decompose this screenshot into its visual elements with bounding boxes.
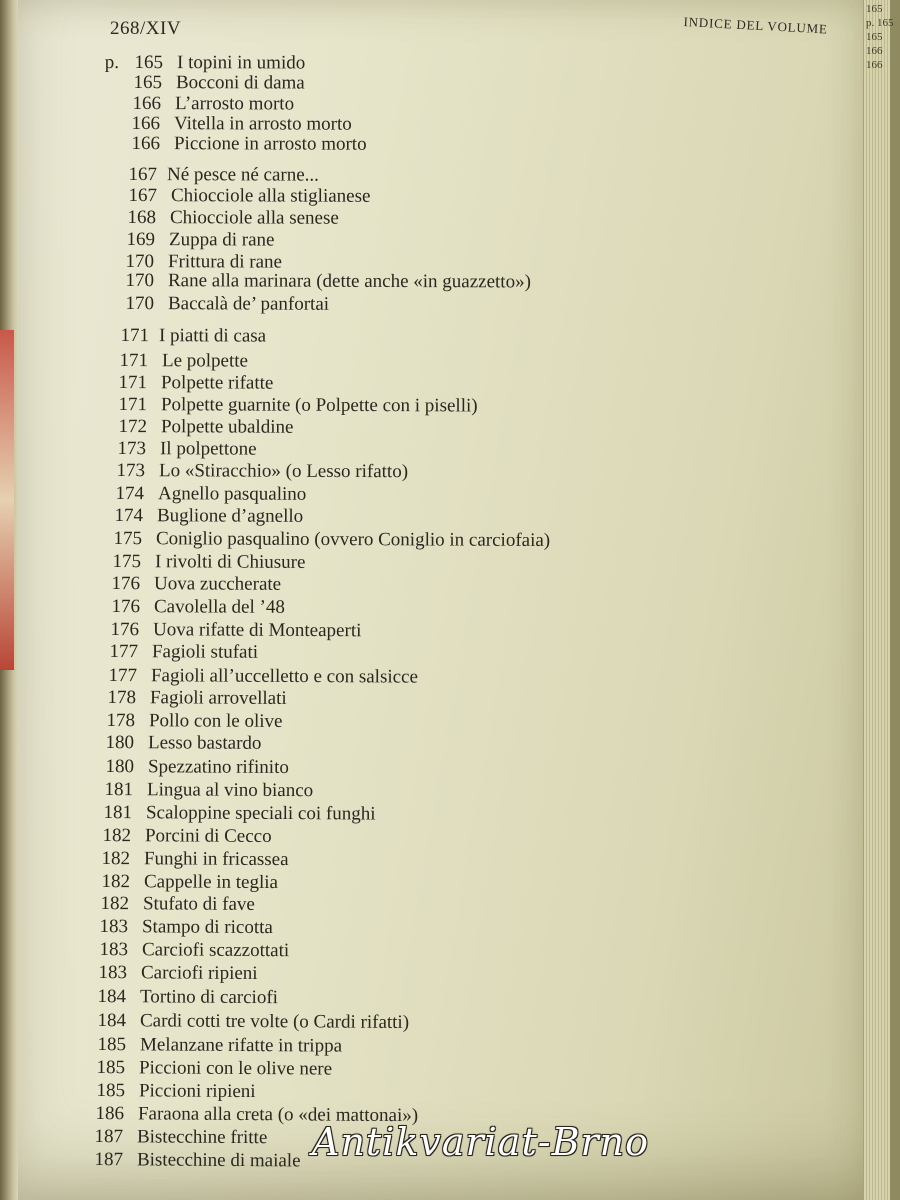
toc-title: Polpette guarnite (o Polpette con i piselli) — [160, 394, 478, 417]
toc-entry — [101, 665, 418, 689]
page-number-header: 268/XIV — [110, 18, 182, 39]
toc-title: Chiocciole alla senese — [169, 207, 339, 229]
toc-page-number: 177 — [108, 665, 138, 687]
toc-entry — [94, 848, 289, 871]
toc-page-number: 171 — [120, 325, 150, 347]
toc-entry — [97, 779, 313, 802]
toc-page-number: 170 — [125, 251, 155, 273]
toc-title: Fagioli arrovellati — [149, 687, 287, 709]
toc-title: Scaloppine speciali coi funghi — [145, 802, 376, 825]
toc-title: Lingua al vino bianco — [146, 779, 314, 802]
toc-entry — [90, 1010, 409, 1034]
toc-title: I rivolti di Chiusure — [154, 551, 306, 573]
toc-page-number: 183 — [98, 962, 128, 984]
toc-page-number: 170 — [125, 293, 155, 315]
toc-entry — [98, 756, 289, 779]
toc-page-number: 182 — [100, 893, 130, 915]
toc-page-number: 178 — [107, 687, 137, 709]
toc-page-number: 174 — [115, 483, 145, 505]
toc-page-number: 182 — [101, 848, 131, 870]
toc-page-number: 176 — [110, 619, 140, 641]
toc-page-number: 178 — [106, 710, 136, 732]
toc-title: Lo «Stiracchio» (o Lesso rifatto) — [158, 460, 409, 483]
toc-entry — [108, 483, 306, 506]
toc-title: Tortino di carciofi — [139, 986, 279, 1009]
toc-page-number: 180 — [105, 732, 135, 754]
edge-mark: p. 165 — [866, 17, 894, 29]
toc-page-number: 184 — [97, 986, 127, 1008]
toc-entry — [89, 1080, 256, 1103]
toc-entry — [124, 133, 367, 156]
toc-entry — [87, 1149, 301, 1172]
toc-title: I topini in umido — [176, 52, 306, 74]
toc-entry — [104, 573, 281, 596]
toc-entry — [87, 1126, 267, 1149]
toc-page-number: 173 — [116, 460, 146, 482]
toc-entry — [120, 207, 339, 230]
toc-title: Pollo con le olive — [148, 710, 283, 732]
toc-entry — [105, 551, 306, 574]
toc-entry — [121, 185, 371, 208]
toc-title: Piccioni ripieni — [138, 1080, 256, 1103]
toc-title: Cardi cotti tre volte (o Cardi rifatti) — [139, 1010, 410, 1034]
toc-entry — [119, 229, 275, 252]
toc-page-number: 186 — [95, 1103, 125, 1125]
toc-section-heading — [121, 164, 319, 187]
toc-entry — [96, 802, 376, 826]
toc-page-number: 165 — [134, 52, 164, 74]
toc-entry — [93, 893, 255, 916]
toc-page-number: 176 — [111, 573, 141, 595]
toc-page-number: 175 — [113, 528, 143, 550]
toc-title: Zuppa di rane — [168, 229, 275, 251]
toc-title: Fagioli all’uccelletto e con salsicce — [150, 665, 419, 688]
toc-page-number: 174 — [114, 505, 144, 527]
toc-page-number: 182 — [102, 825, 132, 847]
toc-title: Cappelle in teglia — [143, 871, 279, 894]
toc-entry — [110, 438, 257, 461]
toc-title: Stampo di ricotta — [141, 916, 273, 939]
toc-page-number: 187 — [94, 1126, 124, 1148]
toc-entry — [94, 871, 278, 894]
toc-title: Frittura di rane — [167, 251, 283, 273]
toc-entry — [95, 825, 272, 848]
edge-mark: 165 — [866, 3, 883, 15]
toc-title: Coniglio pasqualino (ovvero Coniglio in carciofaia) — [155, 528, 551, 551]
toc-entry — [118, 293, 329, 316]
toc-page-number: 172 — [118, 416, 148, 438]
toc-title: Faraona alla creta (o «dei mattonai») — [137, 1103, 419, 1127]
toc-title: Buglione d’agnello — [156, 505, 304, 527]
toc-entry — [98, 732, 262, 755]
toc-page-number: 166 — [131, 133, 161, 155]
toc-page-number: 166 — [131, 113, 161, 135]
toc-entry — [111, 394, 478, 417]
toc-title: Lesso bastardo — [147, 732, 262, 754]
toc-page-number: 182 — [101, 871, 131, 893]
toc-page-number: 171 — [118, 372, 148, 394]
toc-page-number: 166 — [132, 93, 162, 115]
toc-entry — [90, 986, 278, 1009]
toc-entry — [112, 350, 248, 373]
toc-page-number: 183 — [99, 916, 129, 938]
toc-entry — [111, 372, 273, 395]
toc-title: Bistecchine fritte — [136, 1126, 268, 1149]
toc-title: Agnello pasqualino — [157, 483, 307, 505]
toc-page-number: 165 — [133, 72, 163, 94]
toc-entry — [104, 596, 285, 619]
toc-page-number: 168 — [127, 207, 157, 229]
toc-title: Carciofi scazzottati — [141, 939, 290, 962]
toc-title: Carciofi ripieni — [140, 962, 258, 985]
toc-entry — [106, 528, 550, 552]
toc-title: Piccioni con le olive nere — [138, 1057, 333, 1080]
toc-page-number: 167 — [128, 185, 158, 207]
toc-page-number: 185 — [97, 1034, 127, 1056]
edge-mark: 166 — [866, 45, 883, 57]
toc-title: Funghi in fricassea — [143, 848, 289, 871]
toc-section-heading — [113, 325, 266, 348]
page-prefix: p. — [104, 51, 120, 73]
toc-page-number: 180 — [105, 756, 135, 778]
toc-title: Baccalà de’ panfortai — [167, 293, 330, 315]
toc-title: Porcini di Cecco — [144, 825, 272, 847]
toc-title: Chiocciole alla stiglianese — [170, 185, 371, 207]
toc-title: Stufato di fave — [142, 893, 255, 915]
toc-page-number: 173 — [117, 438, 147, 460]
toc-page-number: 184 — [97, 1010, 127, 1032]
toc-page-number: 170 — [125, 270, 155, 292]
toc-entry — [91, 962, 258, 985]
toc-page-number: 181 — [103, 802, 133, 824]
toc-entry — [107, 505, 303, 528]
toc-title: Bistecchine di maiale — [136, 1149, 301, 1172]
edge-mark: 166 — [866, 59, 883, 71]
toc-title: Bocconi di dama — [175, 72, 305, 94]
toc-title: Polpette ubaldine — [160, 416, 294, 438]
toc-page-number: 177 — [109, 641, 139, 663]
running-head: INDICE DEL VOLUME — [683, 14, 829, 37]
toc-title: Uova rifatte di Monteaperti — [152, 619, 362, 642]
toc-entry — [109, 460, 408, 483]
toc-title: I piatti di casa — [158, 325, 267, 347]
toc-entry — [111, 416, 294, 439]
toc-page-number: 187 — [94, 1149, 124, 1171]
toc-title: Uova zuccherate — [153, 573, 282, 595]
toc-entry — [126, 72, 305, 94]
toc-entry — [92, 939, 289, 962]
toc-title: Vitella in arrosto morto — [173, 113, 352, 135]
toc-title: Rane alla marinara (dette anche «in guazzetto») — [167, 270, 531, 293]
watermark: Antikvariat-Brno — [312, 1120, 650, 1164]
toc-page-number: 171 — [118, 394, 148, 416]
toc-page-number: 185 — [96, 1080, 126, 1102]
toc-title: L’arrosto morto — [174, 93, 295, 115]
toc-title: Le polpette — [161, 350, 249, 372]
toc-entry — [118, 270, 531, 293]
toc-entry — [89, 1057, 332, 1081]
toc-entry — [90, 1034, 342, 1058]
toc-title: Il polpettone — [159, 438, 257, 460]
toc-title: Né pesce né carne... — [166, 164, 319, 186]
toc-page-number: 185 — [96, 1057, 126, 1079]
toc-entry — [99, 710, 283, 733]
edge-mark: 165 — [866, 31, 883, 43]
toc-title: Polpette rifatte — [160, 372, 274, 394]
toc-page-number: 181 — [104, 779, 134, 801]
toc-title: Spezzatino rifinito — [147, 756, 289, 779]
toc-page-number: 183 — [99, 939, 129, 961]
toc-page-number: 169 — [126, 229, 156, 251]
toc-page-number: 176 — [111, 596, 141, 618]
toc-entry — [103, 619, 362, 642]
toc-entry — [102, 641, 258, 664]
toc-title: Fagioli stufati — [151, 641, 259, 663]
toc-entry — [92, 916, 273, 939]
toc-title: Melanzane rifatte in trippa — [139, 1034, 343, 1057]
toc-title: Piccione in arrosto morto — [173, 133, 367, 155]
toc-page-number: 175 — [112, 551, 142, 573]
toc-title: Cavolella del ’48 — [153, 596, 285, 618]
toc-page-number: 171 — [119, 350, 149, 372]
toc-page-number: 167 — [128, 164, 158, 186]
toc-entry — [100, 687, 287, 710]
